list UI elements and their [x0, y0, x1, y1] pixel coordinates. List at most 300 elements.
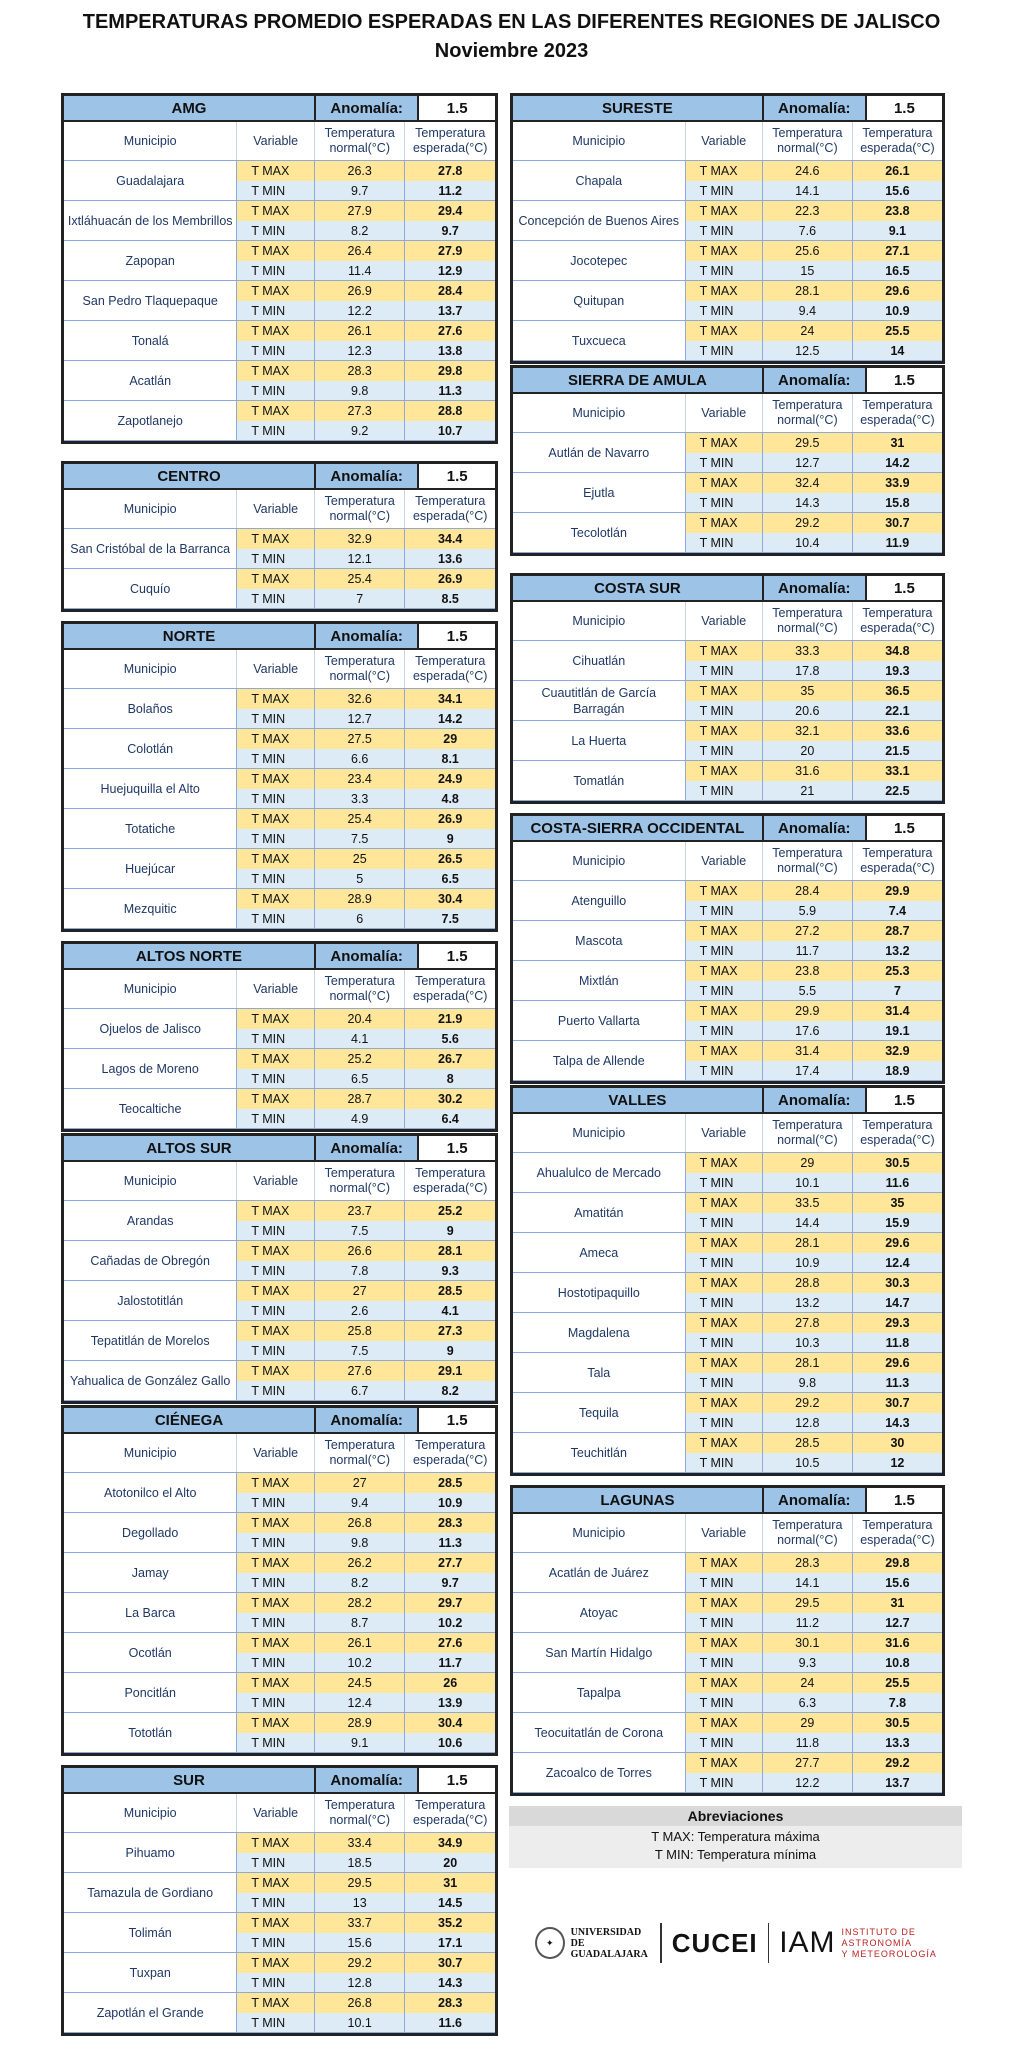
temperature-cells [236, 1281, 495, 1321]
column-header [513, 1514, 942, 1553]
column-header [513, 842, 942, 881]
variable-tmin: T MIN [685, 661, 762, 681]
table-row [64, 1953, 495, 1993]
municipio-name: Tomatlán [513, 761, 685, 801]
tmax-esperada: 28.7 [852, 921, 942, 941]
tmin-esperada: 10.6 [404, 1733, 495, 1753]
column-header [513, 1114, 942, 1153]
tmax-esperada: 29.8 [852, 1553, 942, 1573]
tmax-normal: 32.4 [762, 473, 852, 493]
municipio-name: Ejutla [513, 473, 685, 513]
municipio-name: Ameca [513, 1233, 685, 1273]
region-header [64, 1408, 495, 1434]
tmin-esperada: 12.9 [404, 261, 495, 281]
tmax-normal: 31.4 [762, 1041, 852, 1061]
tmin-esperada: 15.6 [852, 181, 942, 201]
municipio-name: Cuautitlán de García Barragán [513, 681, 685, 721]
tmin-normal: 10.1 [762, 1173, 852, 1193]
table-row [64, 529, 495, 569]
abbreviations-box [509, 1806, 962, 1868]
tmax-esperada: 25.5 [852, 321, 942, 341]
table-row [64, 401, 495, 441]
table-row [513, 721, 942, 761]
temperature-cells [236, 1473, 495, 1513]
variable-tmin: T MIN [685, 1693, 762, 1713]
variable-tmax: T MAX [236, 241, 314, 261]
temperature-cells [236, 729, 495, 769]
region-table [61, 621, 498, 932]
anomaly-label: Anomalía: [762, 816, 865, 840]
anomaly-label: Anomalía: [314, 1408, 417, 1432]
tmin-normal: 7.6 [762, 221, 852, 241]
variable-tmin: T MIN [685, 341, 762, 361]
column-header [64, 650, 495, 689]
tmin-normal: 6.3 [762, 1693, 852, 1713]
tmin-normal: 9.1 [314, 1733, 405, 1753]
tmax-esperada: 25.3 [852, 961, 942, 981]
variable-tmax: T MAX [685, 473, 762, 493]
temperature-cells [236, 321, 495, 361]
tmin-esperada: 9.7 [404, 1573, 495, 1593]
tmax-normal: 29.2 [762, 1393, 852, 1413]
region-table [61, 93, 498, 444]
anomaly-value: 1.5 [417, 1768, 495, 1792]
municipio-name: Tecolotlán [513, 513, 685, 553]
table-row [513, 1153, 942, 1193]
tmin-esperada: 4.1 [404, 1301, 495, 1321]
tmin-esperada: 14 [852, 341, 942, 361]
tmin-normal: 17.4 [762, 1061, 852, 1081]
tmax-normal: 32.1 [762, 721, 852, 741]
column-esperada: Temperatura esperada(°C) [404, 490, 495, 528]
variable-tmin: T MIN [685, 1061, 762, 1081]
temperature-cells [685, 1593, 942, 1633]
column-municipio: Municipio [123, 1173, 177, 1188]
variable-tmin: T MIN [236, 1573, 314, 1593]
page-subtitle: Noviembre 2023 [434, 40, 589, 62]
variable-tmin: T MIN [685, 1653, 762, 1673]
municipio-name: Atoyac [513, 1593, 685, 1633]
variable-tmin: T MIN [236, 181, 314, 201]
abbreviation-tmax: T MAX: Temperatura máxima [651, 1829, 820, 1844]
variable-tmin: T MIN [236, 709, 314, 729]
tmin-normal: 14.3 [762, 493, 852, 513]
variable-tmin: T MIN [685, 1173, 762, 1193]
column-esperada: Temperatura esperada(°C) [852, 1514, 942, 1552]
variable-tmax: T MAX [236, 321, 314, 341]
tmin-esperada: 19.3 [852, 661, 942, 681]
municipio-name: Cañadas de Obregón [64, 1241, 236, 1281]
region-header [64, 624, 495, 650]
variable-tmin: T MIN [685, 1333, 762, 1353]
tmin-esperada: 16.5 [852, 261, 942, 281]
municipio-name: Zacoalco de Torres [513, 1753, 685, 1793]
tmax-normal: 26.3 [314, 161, 405, 181]
municipio-name: Concepción de Buenos Aires [513, 201, 685, 241]
temperature-cells [685, 201, 942, 241]
variable-tmin: T MIN [685, 1373, 762, 1393]
cucei-logo: CUCEI [671, 1927, 758, 1958]
municipio-name: Teocaltiche [64, 1089, 236, 1129]
tmin-normal: 13.2 [762, 1293, 852, 1313]
tmin-esperada: 15.8 [852, 493, 942, 513]
column-municipio: Municipio [572, 613, 626, 628]
variable-tmin: T MIN [236, 301, 314, 321]
tmin-normal: 9.8 [762, 1373, 852, 1393]
variable-tmin: T MIN [236, 829, 314, 849]
column-normal: Temperatura normal(°C) [762, 122, 852, 160]
region-name: CENTRO [64, 464, 314, 488]
tmax-normal: 28.3 [314, 361, 405, 381]
tmin-normal: 9.2 [314, 421, 405, 441]
tmin-esperada: 22.5 [852, 781, 942, 801]
region-table [510, 813, 945, 1084]
tmin-normal: 17.6 [762, 1021, 852, 1041]
region-header [64, 1136, 495, 1162]
table-row [513, 513, 942, 553]
variable-tmax: T MAX [236, 529, 314, 549]
temperature-cells [236, 1553, 495, 1593]
tmin-normal: 6.7 [314, 1381, 405, 1401]
temperature-cells [236, 769, 495, 809]
temperature-cells [236, 569, 495, 609]
column-normal: Temperatura normal(°C) [314, 1162, 405, 1200]
tmin-normal: 6.5 [314, 1069, 405, 1089]
variable-tmax: T MAX [236, 1321, 314, 1341]
temperature-cells [236, 1593, 495, 1633]
tmax-esperada: 30.7 [852, 1393, 942, 1413]
municipio-name: Chapala [513, 161, 685, 201]
temperature-cells [236, 1873, 495, 1913]
temperature-cells [685, 241, 942, 281]
table-row [64, 1873, 495, 1913]
municipio-name: Tonalá [64, 321, 236, 361]
variable-tmin: T MIN [685, 261, 762, 281]
tmax-esperada: 34.1 [404, 689, 495, 709]
variable-tmax: T MAX [236, 849, 314, 869]
table-row [64, 1201, 495, 1241]
page-title: TEMPERATURAS PROMEDIO ESPERADAS EN LAS DIFERENTES REGIONES DE JALISCO [82, 11, 941, 33]
variable-tmax: T MAX [236, 569, 314, 589]
temperature-cells [685, 881, 942, 921]
anomaly-label: Anomalía: [762, 368, 865, 392]
tmin-esperada: 15.9 [852, 1213, 942, 1233]
table-row [513, 681, 942, 721]
tmax-normal: 33.3 [762, 641, 852, 661]
column-normal: Temperatura normal(°C) [762, 602, 852, 640]
region-header [513, 1488, 942, 1514]
variable-tmax: T MAX [236, 1089, 314, 1109]
temperature-cells [685, 641, 942, 681]
temperature-cells [236, 1361, 495, 1401]
tmin-normal: 8.2 [314, 221, 405, 241]
variable-tmax: T MAX [236, 1913, 314, 1933]
iam-logo-text [842, 1927, 955, 1960]
temperature-cells [685, 473, 942, 513]
variable-tmax: T MAX [685, 1633, 762, 1653]
region-header [513, 1088, 942, 1114]
tmax-esperada: 29.6 [852, 1233, 942, 1253]
variable-tmin: T MIN [236, 1261, 314, 1281]
tmin-normal: 5.9 [762, 901, 852, 921]
column-esperada: Temperatura esperada(°C) [404, 1794, 495, 1832]
tmax-esperada: 26.5 [404, 849, 495, 869]
anomaly-value: 1.5 [865, 1088, 942, 1112]
tmax-normal: 24.6 [762, 161, 852, 181]
tmax-normal: 32.6 [314, 689, 405, 709]
variable-tmin: T MIN [685, 1573, 762, 1593]
tmax-esperada: 30.5 [852, 1153, 942, 1173]
column-esperada: Temperatura esperada(°C) [852, 1114, 942, 1152]
temperature-cells [685, 1713, 942, 1753]
tmin-normal: 7.5 [314, 1341, 405, 1361]
temperature-cells [685, 1673, 942, 1713]
abbreviation-tmin: T MIN: Temperatura mínima [654, 1847, 817, 1862]
tmin-esperada: 11.3 [404, 1533, 495, 1553]
variable-tmax: T MAX [236, 1049, 314, 1069]
variable-tmin: T MIN [236, 261, 314, 281]
tmax-esperada: 28.4 [404, 281, 495, 301]
tmin-esperada: 14.3 [404, 1973, 495, 1993]
tmax-normal: 33.4 [314, 1833, 405, 1853]
variable-tmin: T MIN [236, 1381, 314, 1401]
anomaly-label: Anomalía: [314, 944, 417, 968]
column-esperada: Temperatura esperada(°C) [404, 1162, 495, 1200]
region-name: LAGUNAS [513, 1488, 762, 1512]
municipio-name: Arandas [64, 1201, 236, 1241]
variable-tmax: T MAX [236, 1713, 314, 1733]
municipio-name: Hostotipaquillo [513, 1273, 685, 1313]
anomaly-value: 1.5 [865, 1488, 942, 1512]
tmax-esperada: 26.7 [404, 1049, 495, 1069]
variable-tmax: T MAX [685, 1393, 762, 1413]
variable-tmin: T MIN [685, 1021, 762, 1041]
column-municipio: Municipio [572, 853, 626, 868]
column-header [64, 1794, 495, 1833]
tmin-normal: 4.9 [314, 1109, 405, 1129]
municipio-name: San Cristóbal de la Barranca [64, 529, 236, 569]
tmax-normal: 28.3 [762, 1553, 852, 1573]
tmin-esperada: 11.9 [852, 533, 942, 553]
variable-tmax: T MAX [685, 721, 762, 741]
anomaly-label: Anomalía: [314, 96, 417, 120]
tmax-normal: 28.9 [314, 889, 405, 909]
column-esperada: Temperatura esperada(°C) [404, 1434, 495, 1472]
column-header [64, 490, 495, 529]
temperature-cells [236, 1713, 495, 1753]
anomaly-label: Anomalía: [314, 1136, 417, 1160]
table-row [64, 1553, 495, 1593]
variable-tmin: T MIN [236, 1853, 314, 1873]
tmin-normal: 17.8 [762, 661, 852, 681]
tmax-esperada: 30.2 [404, 1089, 495, 1109]
temperature-cells [236, 529, 495, 569]
variable-tmax: T MAX [236, 729, 314, 749]
municipio-name: La Barca [64, 1593, 236, 1633]
municipio-name: Tequila [513, 1393, 685, 1433]
table-row [513, 1393, 942, 1433]
tmax-normal: 26.2 [314, 1553, 405, 1573]
tmin-esperada: 19.1 [852, 1021, 942, 1041]
tmax-esperada: 33.1 [852, 761, 942, 781]
column-esperada: Temperatura esperada(°C) [404, 650, 495, 688]
tmax-esperada: 25.5 [852, 1673, 942, 1693]
anomaly-value: 1.5 [865, 96, 942, 120]
tmin-esperada: 7 [852, 981, 942, 1001]
temperature-cells [685, 1273, 942, 1313]
temperature-cells [685, 1753, 942, 1793]
tmax-esperada: 29.4 [404, 201, 495, 221]
table-row [513, 1713, 942, 1753]
variable-tmin: T MIN [236, 341, 314, 361]
variable-tmin: T MIN [685, 221, 762, 241]
municipio-name: Jamay [64, 1553, 236, 1593]
tmax-normal: 24.5 [314, 1673, 405, 1693]
temperature-cells [685, 321, 942, 361]
temperature-cells [685, 281, 942, 321]
tmax-esperada: 31 [404, 1873, 495, 1893]
tmin-esperada: 13.7 [404, 301, 495, 321]
tmin-esperada: 4.8 [404, 789, 495, 809]
tmin-normal: 12.8 [314, 1973, 405, 1993]
municipio-name: Magdalena [513, 1313, 685, 1353]
abbreviations-title: Abreviaciones [509, 1806, 962, 1826]
variable-tmax: T MAX [236, 1361, 314, 1381]
variable-tmax: T MAX [685, 1233, 762, 1253]
variable-tmin: T MIN [236, 1693, 314, 1713]
column-normal: Temperatura normal(°C) [762, 842, 852, 880]
tmin-normal: 4.1 [314, 1029, 405, 1049]
table-row [513, 201, 942, 241]
column-municipio: Municipio [123, 1805, 177, 1820]
tmin-normal: 8.2 [314, 1573, 405, 1593]
footer-logos [535, 1920, 955, 1966]
tmax-esperada: 31.4 [852, 1001, 942, 1021]
tmin-normal: 13 [314, 1893, 405, 1913]
variable-tmin: T MIN [236, 381, 314, 401]
tmax-esperada: 31 [852, 1593, 942, 1613]
tmin-esperada: 11.8 [852, 1333, 942, 1353]
region-name: CIÉNEGA [64, 1408, 314, 1432]
anomaly-value: 1.5 [865, 368, 942, 392]
iam-logo-line2: Y METEOROLOGÍA [841, 1948, 937, 1959]
variable-tmin: T MIN [236, 909, 314, 929]
column-esperada: Temperatura esperada(°C) [852, 842, 942, 880]
region-table [61, 1133, 498, 1404]
tmax-normal: 26.4 [314, 241, 405, 261]
anomaly-label: Anomalía: [314, 1768, 417, 1792]
municipio-name: Ahualulco de Mercado [513, 1153, 685, 1193]
tmax-esperada: 24.9 [404, 769, 495, 789]
table-row [64, 889, 495, 929]
tmax-normal: 25.4 [314, 569, 405, 589]
anomaly-value: 1.5 [865, 576, 942, 600]
variable-tmin: T MIN [685, 1613, 762, 1633]
variable-tmin: T MIN [236, 1221, 314, 1241]
variable-tmin: T MIN [236, 1653, 314, 1673]
variable-tmin: T MIN [236, 1029, 314, 1049]
anomaly-label: Anomalía: [314, 464, 417, 488]
tmax-normal: 30.1 [762, 1633, 852, 1653]
variable-tmin: T MIN [236, 549, 314, 569]
temperature-cells [236, 401, 495, 441]
tmin-normal: 14.4 [762, 1213, 852, 1233]
municipio-name: Zapotlanejo [64, 401, 236, 441]
variable-tmax: T MAX [236, 401, 314, 421]
temperature-cells [236, 1321, 495, 1361]
variable-tmin: T MIN [685, 301, 762, 321]
variable-tmin: T MIN [685, 1413, 762, 1433]
tmin-esperada: 9 [404, 1221, 495, 1241]
variable-tmax: T MAX [236, 1009, 314, 1029]
variable-tmin: T MIN [236, 2013, 314, 2033]
variable-tmin: T MIN [236, 1109, 314, 1129]
variable-tmax: T MAX [685, 881, 762, 901]
variable-tmax: T MAX [685, 1673, 762, 1693]
tmax-esperada: 30.5 [852, 1713, 942, 1733]
table-row [513, 1673, 942, 1713]
tmax-normal: 33.5 [762, 1193, 852, 1213]
table-row [64, 1241, 495, 1281]
tmax-esperada: 27.3 [404, 1321, 495, 1341]
tmax-esperada: 29.6 [852, 281, 942, 301]
tmax-esperada: 28.3 [404, 1993, 495, 2013]
region-name: ALTOS NORTE [64, 944, 314, 968]
variable-tmin: T MIN [685, 453, 762, 473]
tmin-esperada: 12.7 [852, 1613, 942, 1633]
temperature-cells [236, 1513, 495, 1553]
table-row [64, 1009, 495, 1049]
variable-tmin: T MIN [685, 1293, 762, 1313]
anomaly-label: Anomalía: [762, 1488, 865, 1512]
table-row [64, 1513, 495, 1553]
table-row [513, 761, 942, 801]
table-row [513, 281, 942, 321]
variable-tmax: T MAX [236, 1833, 314, 1853]
variable-tmax: T MAX [685, 241, 762, 261]
tmax-esperada: 29 [404, 729, 495, 749]
column-variable: Variable [236, 970, 314, 1008]
tmax-esperada: 36.5 [852, 681, 942, 701]
variable-tmin: T MIN [236, 1341, 314, 1361]
variable-tmax: T MAX [236, 201, 314, 221]
tmin-esperada: 13.3 [852, 1733, 942, 1753]
table-row [64, 1473, 495, 1513]
municipio-name: Tala [513, 1353, 685, 1393]
municipio-name: Colotlán [64, 729, 236, 769]
tmax-normal: 28.7 [314, 1089, 405, 1109]
municipio-name: San Pedro Tlaquepaque [64, 281, 236, 321]
tmin-esperada: 9.3 [404, 1261, 495, 1281]
tmax-esperada: 34.8 [852, 641, 942, 661]
tmin-normal: 7.5 [314, 1221, 405, 1241]
region-table [61, 941, 498, 1132]
variable-tmax: T MAX [685, 1193, 762, 1213]
municipio-name: Teuchitlán [513, 1433, 685, 1473]
variable-tmin: T MIN [236, 1933, 314, 1953]
variable-tmax: T MAX [685, 161, 762, 181]
municipio-name: Tolimán [64, 1913, 236, 1953]
table-row [513, 1273, 942, 1313]
variable-tmax: T MAX [236, 769, 314, 789]
column-normal: Temperatura normal(°C) [314, 1434, 405, 1472]
tmin-normal: 20 [762, 741, 852, 761]
table-row [64, 361, 495, 401]
tmax-esperada: 28.5 [404, 1473, 495, 1493]
temperature-cells [236, 689, 495, 729]
variable-tmin: T MIN [236, 869, 314, 889]
tmax-normal: 29.2 [314, 1953, 405, 1973]
